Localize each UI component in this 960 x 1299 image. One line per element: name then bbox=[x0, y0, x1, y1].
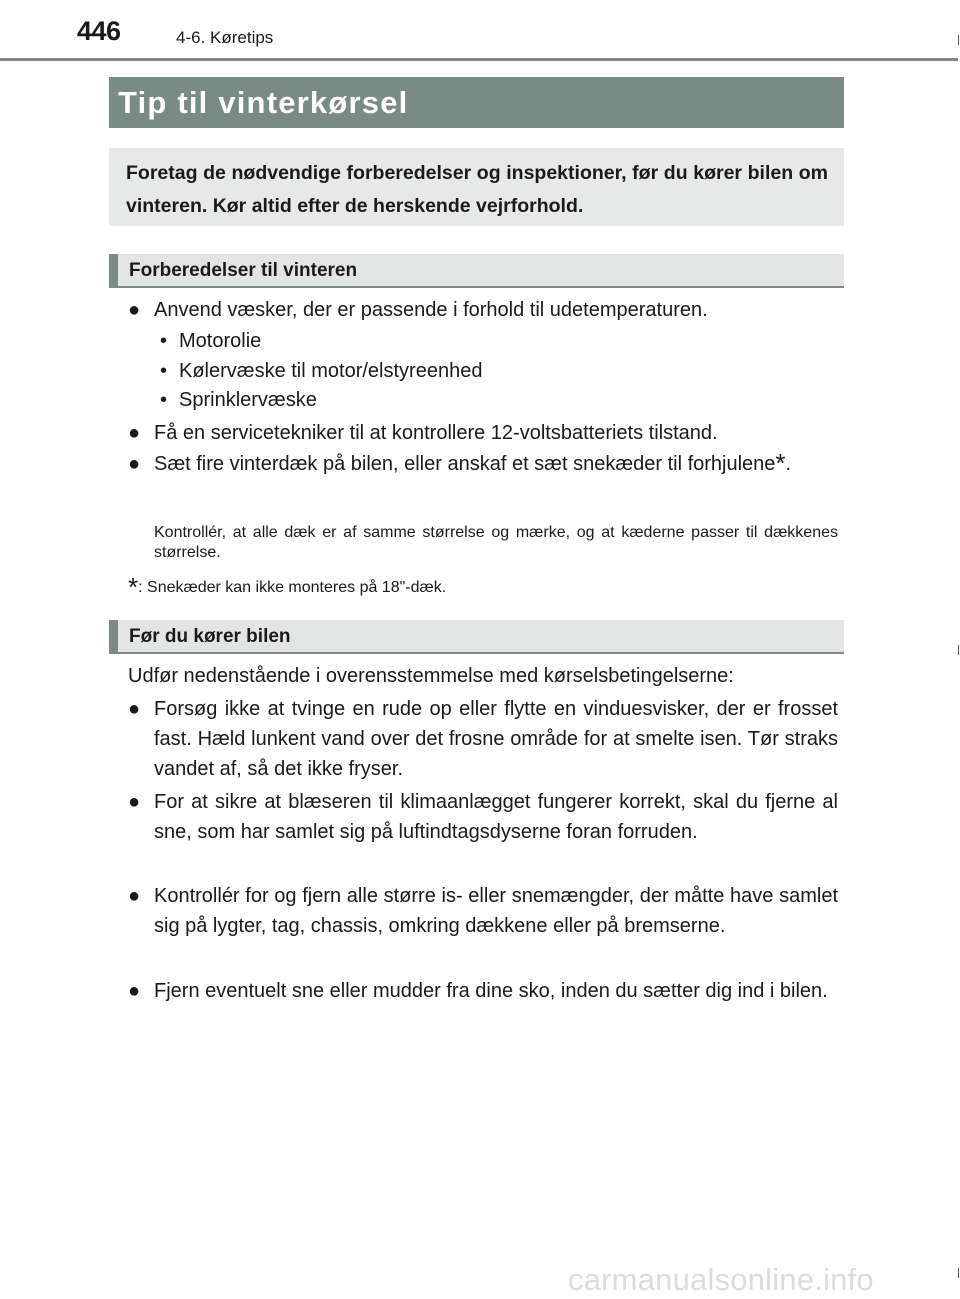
bullet-icon: ● bbox=[128, 453, 141, 475]
crop-mark-top bbox=[958, 35, 959, 45]
list-item-shoes: Fjern eventuelt sne eller mudder fra dine sko, inden du sætter dig ind i bilen. bbox=[154, 980, 828, 1002]
sub-item: Sprinklervæske bbox=[179, 389, 317, 411]
sub-item: Motorolie bbox=[179, 330, 262, 352]
bullet-icon: ● bbox=[128, 791, 141, 813]
bullet-icon: ● bbox=[128, 885, 141, 907]
sub-bullet-icon: • bbox=[160, 360, 168, 382]
list-item-air-intake: For at sikre at blæseren til klimaanlægget fungerer korrekt, skal du fjerne al sne, som har samlet sig på luftindtagsdyserne foran forruden. bbox=[154, 791, 838, 843]
footnote-asterisk: * bbox=[128, 572, 139, 602]
section-lead: Udfør nedenstående i overensstemmelse med kørselsbetingelserne: bbox=[128, 665, 734, 687]
page-title: Tip til vinterkørsel bbox=[109, 77, 844, 128]
list-item-tires-end: . bbox=[785, 453, 792, 475]
list-item-tires-text: Sæt fire vinterdæk på bilen, eller anskaf et sæt snekæder til forhjulene bbox=[154, 453, 776, 475]
section-heading-preparations: Forberedelser til vinteren bbox=[109, 254, 844, 288]
sub-bullet-icon: • bbox=[160, 389, 168, 411]
sub-bullet-icon: • bbox=[160, 330, 168, 352]
page-number: 446 bbox=[77, 16, 121, 46]
list-item-battery: Få en servicetekniker til at kontrollere 12-voltsbatteriets tilstand. bbox=[154, 422, 718, 444]
note-text: Kontrollér, at alle dæk er af samme størrelse og mærke, og at kæderne passer til dækkenes størrelse. bbox=[154, 524, 838, 561]
footnote bbox=[128, 572, 844, 602]
footnote-text: : Snekæder kan ikke monteres på 18"-dæk. bbox=[138, 579, 447, 596]
sub-item: Kølervæske til motor/elstyreenhed bbox=[179, 360, 483, 382]
watermark: carmanualsonline.info bbox=[568, 1262, 874, 1297]
bullet-icon: ● bbox=[128, 980, 141, 1002]
header-rule bbox=[0, 58, 958, 61]
list-item-ice-snow: Kontrollér for og fjern alle større is- eller snemængder, der måtte have samlet sig på lygter, tag, chassis, omkring dækkene eller på bremserne. bbox=[154, 885, 838, 937]
crop-mark-middle bbox=[958, 645, 959, 655]
footnote-mark: * bbox=[775, 448, 786, 478]
bullet-icon: ● bbox=[128, 698, 141, 720]
list-item-fluids: Anvend væsker, der er passende i forhold til udetemperaturen. bbox=[154, 299, 708, 321]
bullet-icon: ● bbox=[128, 299, 141, 321]
section-label: 4-6. Køretips bbox=[176, 28, 274, 47]
list-item-windows: Forsøg ikke at tvinge en rude op eller flytte en vinduesvisker, der er frosset fast. Hæld lunkent vand over det frosne område for at smelte isen. Tør straks vandet af, så det ikke fryser. bbox=[154, 698, 838, 780]
bullet-icon: ● bbox=[128, 422, 141, 444]
crop-mark-bottom bbox=[958, 1268, 959, 1278]
list-item-tires bbox=[154, 449, 838, 479]
intro-box: Foretag de nødvendige forberedelser og inspektioner, før du kører bilen om vinteren. Kør altid efter de herskende vejrforhold. bbox=[109, 148, 844, 226]
section-heading-before-driving: Før du kører bilen bbox=[109, 620, 844, 654]
